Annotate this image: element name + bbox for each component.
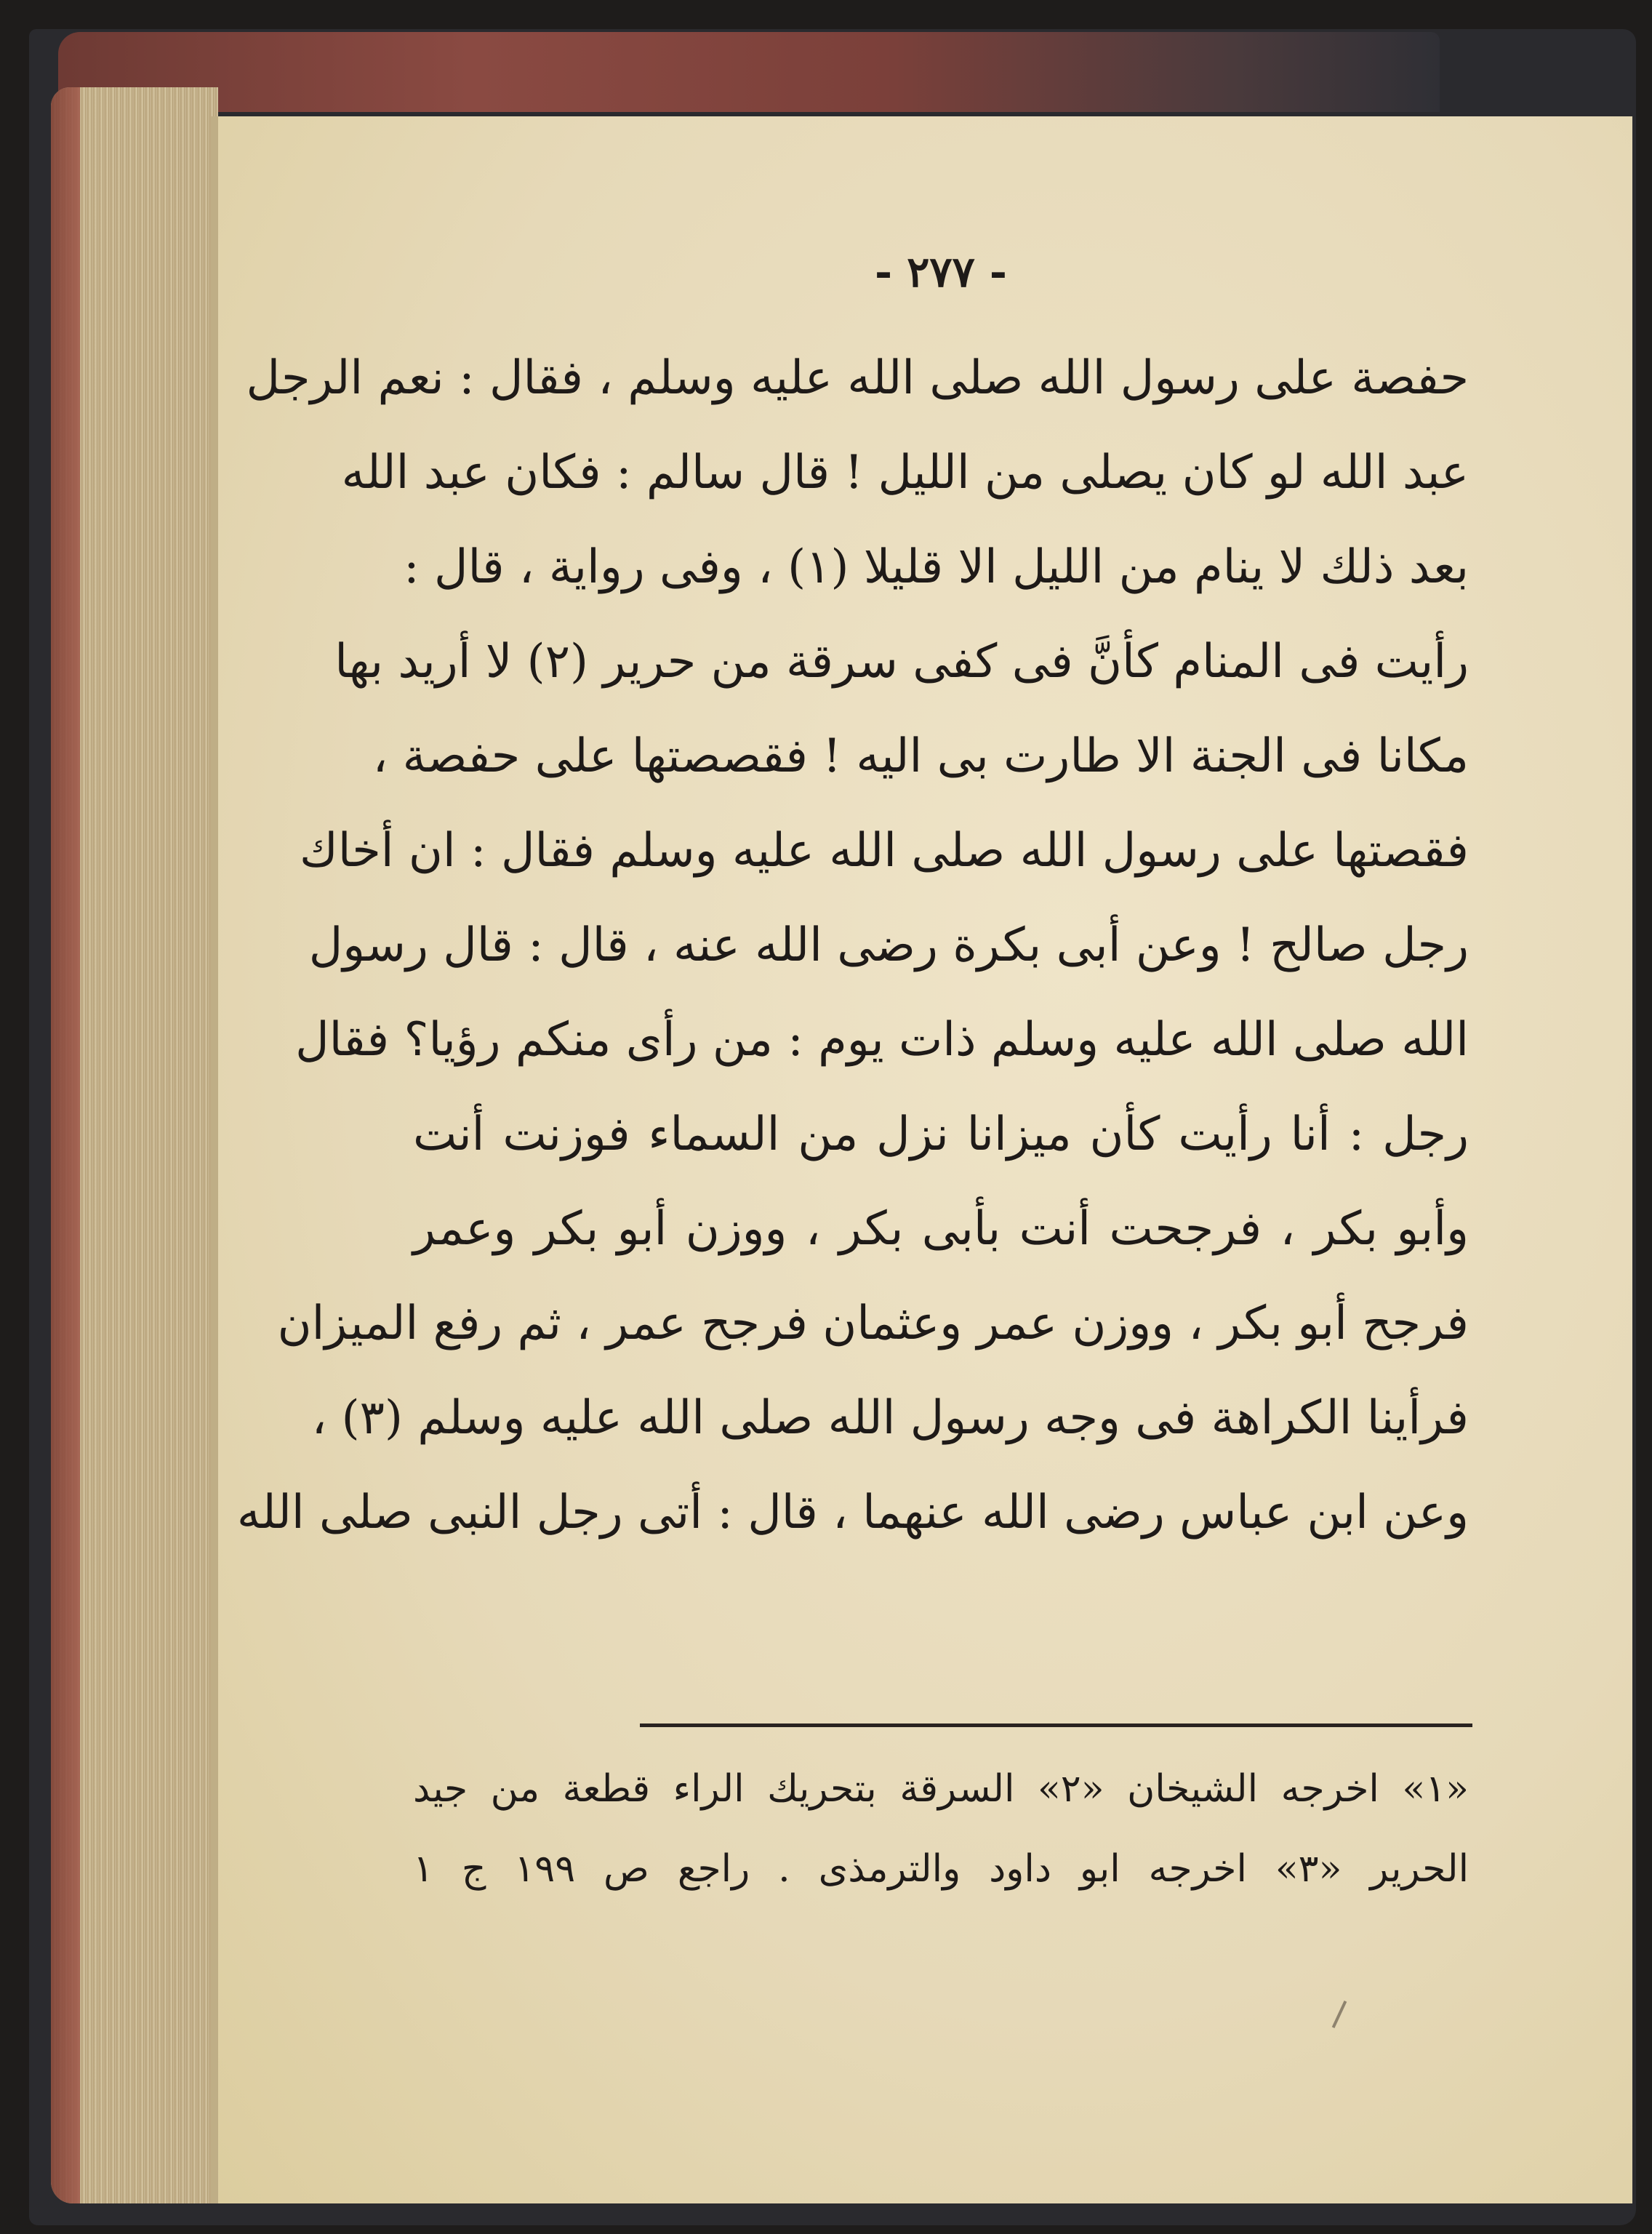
text-line: وعن ابن عباس رضى الله عنهما ، قال : أتى رجل النبى صلى الله [236, 1486, 1469, 1540]
text-line: فرجح أبو بكر ، ووزن عمر وعثمان فرجح عمر ، ثم رفع الميزان [277, 1297, 1469, 1350]
text-line: عبد الله لو كان يصلى من الليل ! قال سالم : فكان عبد الله [341, 446, 1469, 500]
cover-top-edge [58, 32, 1440, 112]
text-line: بعد ذلك لا ينام من الليل الا قليلا (١) ، وفى رواية ، قال : [404, 540, 1469, 594]
book-page [211, 116, 1632, 2203]
text-line: رأيت فى المنام كأنَّ فى كفى سرقة من حرير (٢) لا أريد بها [334, 635, 1469, 689]
page-number: - ٢٧٧ - [875, 247, 1007, 297]
main-text [236, 331, 1469, 1560]
text-line: وأبو بكر ، فرجحت أنت بأبى بكر ، ووزن أبو بكر وعمر [413, 1202, 1469, 1256]
footnote-line: الحرير «٣» اخرجه ابو داود والترمذى . راجع ص ١٩٩ ج ١ [413, 1847, 1469, 1891]
text-line: حفصة على رسول الله صلى الله عليه وسلم ، فقال : نعم الرجل [246, 351, 1469, 405]
footnotes [413, 1749, 1469, 1909]
page-edge-red [51, 87, 80, 2203]
text-line: مكانا فى الجنة الا طارت بى اليه ! فقصصتها على حفصة ، [372, 729, 1469, 783]
text-line: فقصتها على رسول الله صلى الله عليه وسلم فقال : ان أخاك [299, 824, 1469, 878]
footnote-line: «١» اخرجه الشيخان «٢» السرقة بتحريك الراء قطعة من جيد [413, 1767, 1469, 1811]
text-line: فرأينا الكراهة فى وجه رسول الله صلى الله عليه وسلم (٣) ، [311, 1391, 1469, 1445]
text-line: الله صلى الله عليه وسلم ذات يوم : من رأى منكم رؤيا؟ فقال [295, 1013, 1469, 1067]
footnote-rule [640, 1723, 1472, 1727]
pencil-mark [1332, 2001, 1347, 2028]
text-line: رجل : أنا رأيت كأن ميزانا نزل من السماء فوزنت أنت [413, 1108, 1469, 1161]
text-line: رجل صالح ! وعن أبى بكرة رضى الله عنه ، قال : قال رسول [308, 918, 1469, 972]
